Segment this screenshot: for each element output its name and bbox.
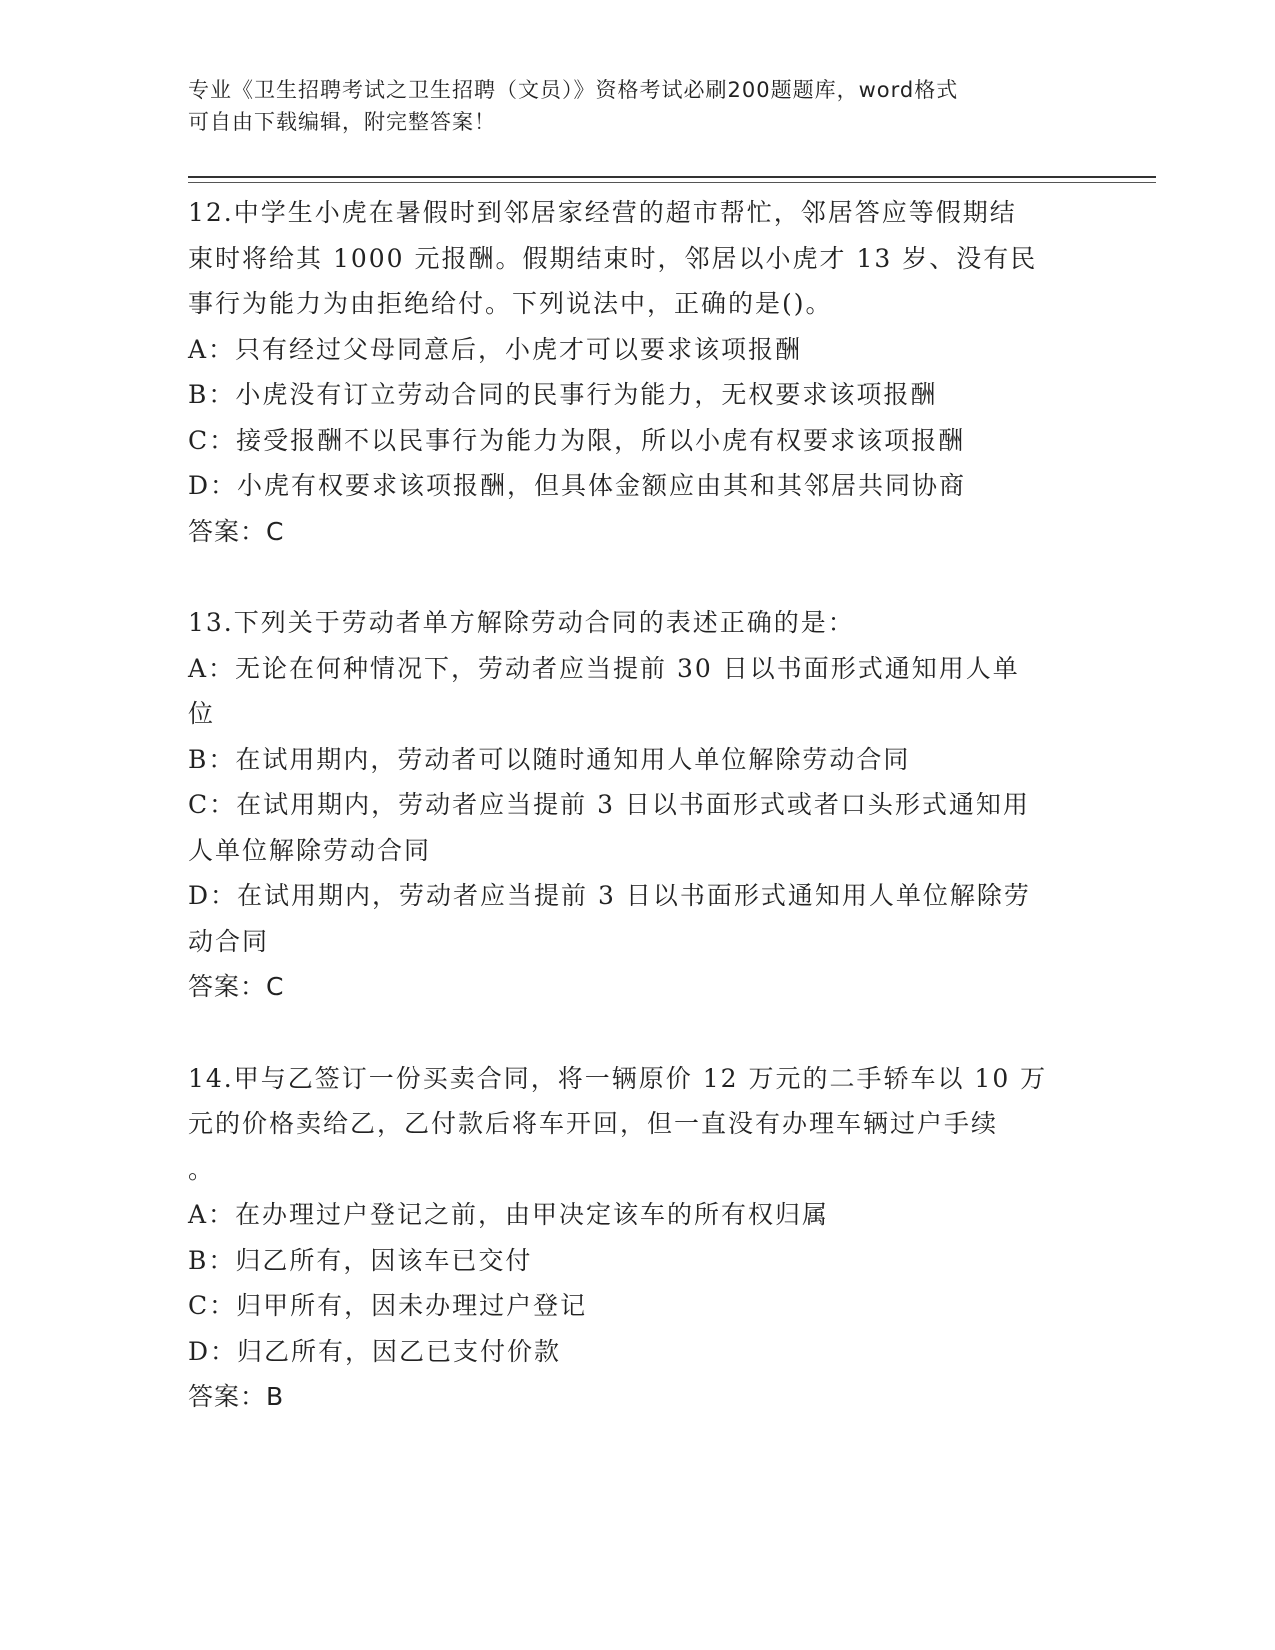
option-d-continued: 动合同 bbox=[188, 926, 270, 956]
option-d: D：在试用期内，劳动者应当提前 3 日以书面形式通知用人单位解除劳 bbox=[188, 881, 1031, 910]
option-c: C：归甲所有，因未办理过户登记 bbox=[188, 1291, 588, 1320]
question-stem-line: 12.中学生小虎在暑假时到邻居家经营的超市帮忙，邻居答应等假期结 bbox=[188, 198, 1017, 227]
option-b: B：在试用期内，劳动者可以随时通知用人单位解除劳动合同 bbox=[188, 744, 911, 774]
option-b: B：归乙所有，因该车已交付 bbox=[188, 1245, 533, 1275]
option-d: D：小虎有权要求该项报酬，但具体金额应由其和其邻居共同协商 bbox=[188, 471, 967, 500]
header-line: 专业《卫生招聘考试之卫生招聘（文员）》资格考试必刷200题题库，word格式 bbox=[188, 78, 959, 102]
question-stem-line: 束时将给其 1000 元报酬。假期结束时，邻居以小虎才 13 岁、没有民 bbox=[188, 243, 1038, 273]
question-stem-line: 13.下列关于劳动者单方解除劳动合同的表述正确的是： bbox=[188, 608, 855, 637]
document-header bbox=[188, 74, 1068, 138]
header-line: 可自由下载编辑，附完整答案！ bbox=[188, 110, 496, 134]
option-c-continued: 人单位解除劳动合同 bbox=[188, 835, 432, 865]
option-b: B：小虎没有订立劳动合同的民事行为能力，无权要求该项报酬 bbox=[188, 380, 938, 409]
answer: 答案：B bbox=[188, 1382, 285, 1411]
option-a: A：在办理过户登记之前，由甲决定该车的所有权归属 bbox=[188, 1200, 830, 1229]
header-rule-thick bbox=[188, 176, 1156, 178]
question-13 bbox=[188, 600, 1078, 1010]
option-c: C：在试用期内，劳动者应当提前 3 日以书面形式或者口头形式通知用 bbox=[188, 790, 1030, 819]
answer: 答案：C bbox=[188, 516, 285, 546]
question-stem-line: 14.甲与乙签订一份买卖合同，将一辆原价 12 万元的二手轿车以 10 万 bbox=[188, 1063, 1048, 1093]
question-14 bbox=[188, 1056, 1078, 1420]
option-a: A：只有经过父母同意后，小虎才可以要求该项报酬 bbox=[188, 334, 803, 364]
option-a: A：无论在何种情况下，劳动者应当提前 30 日以书面形式通知用人单 bbox=[188, 653, 1020, 683]
question-stem-line: 事行为能力为由拒绝给付。下列说法中，正确的是()。 bbox=[188, 289, 833, 318]
option-a-continued: 位 bbox=[188, 699, 216, 728]
header-rule-thin bbox=[188, 182, 1156, 183]
question-stem-line: 元的价格卖给乙，乙付款后将车开回，但一直没有办理车辆过户手续 bbox=[188, 1109, 999, 1138]
question-12 bbox=[188, 190, 1078, 554]
option-c: C：接受报酬不以民事行为能力为限，所以小虎有权要求该项报酬 bbox=[188, 425, 966, 455]
question-stem-line: 。 bbox=[188, 1154, 216, 1184]
question-list bbox=[188, 190, 1078, 1466]
answer: 答案：C bbox=[188, 972, 285, 1001]
option-d: D：归乙所有，因乙已支付价款 bbox=[188, 1336, 562, 1366]
